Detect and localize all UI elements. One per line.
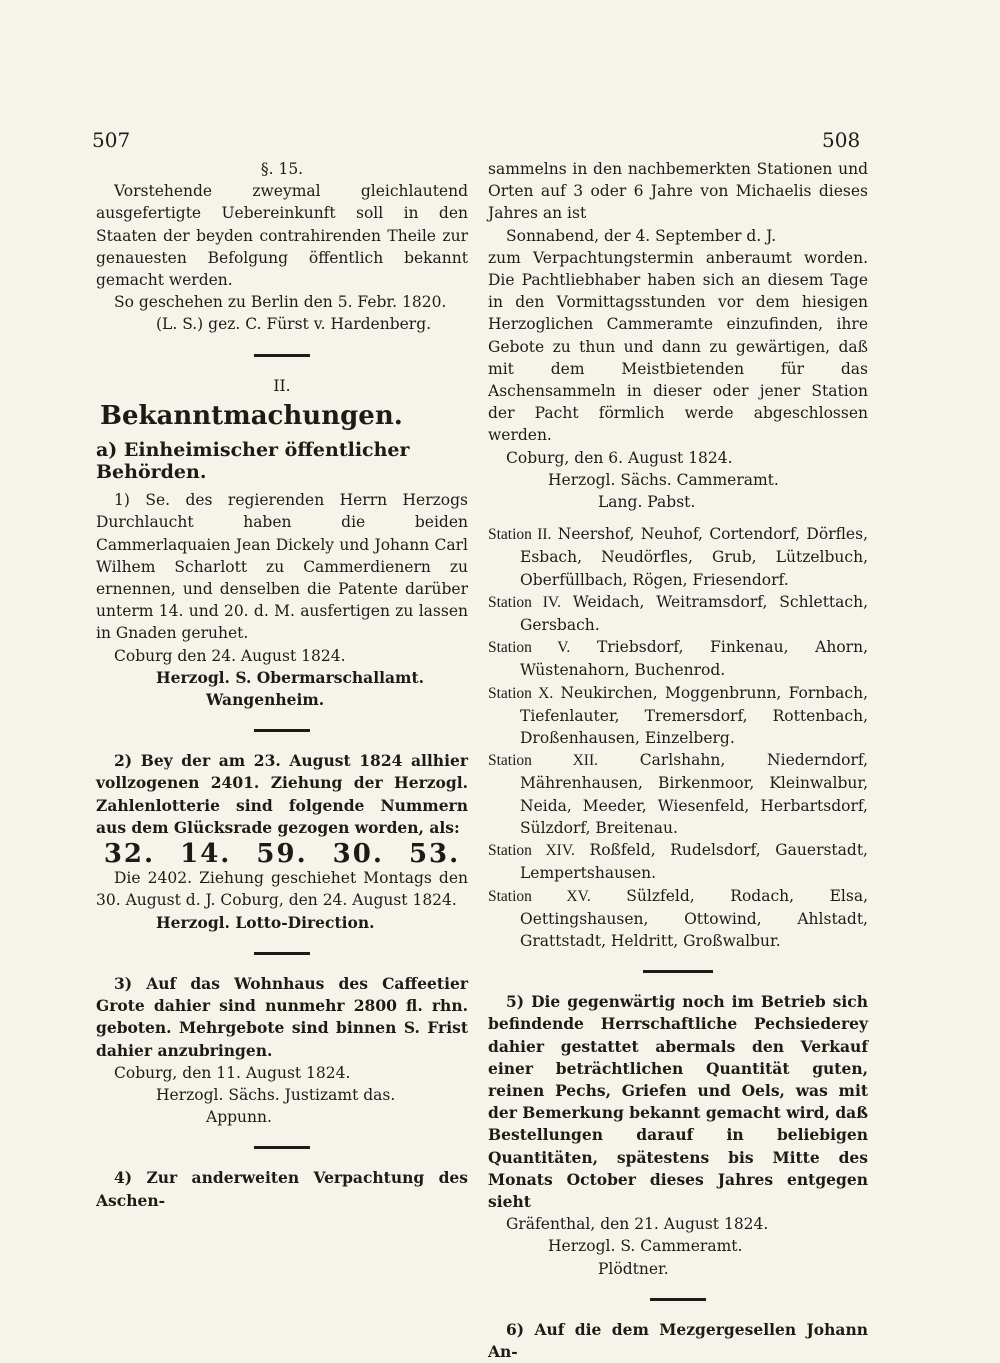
notice-4-signers: Lang. Pabst. xyxy=(598,493,696,512)
station-places: Sülzfeld, Rodach, Elsa, Oettingshausen, Ottowind, Ahlstadt, Grattstadt, Heldritt, Großwalbur. xyxy=(520,886,868,950)
notice-3-body: 3) Auf das Wohnhaus des Caffeetier Grote dahier sind nunmehr 2800 fl. rhn. geboten. Mehrgebote sind binnen S. Frist dahier anzubringen. xyxy=(96,973,468,1060)
notice-4-start: 4) Zur anderweiten Verpachtung des Aschen- xyxy=(96,1168,468,1210)
notice-2-office: Herzogl. Lotto-Direction. xyxy=(156,912,375,932)
station-label: Station XV. xyxy=(488,887,591,905)
right-column xyxy=(488,158,868,1363)
station-item xyxy=(488,636,868,681)
section-15-signature: (L. S.) gez. C. Fürst v. Hardenberg. xyxy=(156,315,432,334)
section-15-title: §. 15. xyxy=(260,160,304,178)
part-title: Bekanntmachungen. xyxy=(100,400,403,431)
notice-4-term-date: Sonnabend, der 4. September d. J. xyxy=(506,226,777,245)
station-places: Carlshahn, Niederndorf, Mährenhausen, Birkenmoor, Kleinwalbur, Neida, Meeder, Wiesenfeld, Herbartsdorf, Sülzdorf, Breitenau. xyxy=(520,751,869,837)
notice-5-body: 5) Die gegenwärtig noch im Betrieb sich befindende Herrschaftliche Pechsiederey dahier gestattet abermals den Verkauf einer beträchtlichen Quantität guten, reinen Pechs, Griefen und Oels, was mit der Bemerkung bekannt gemacht wird, daß Bestellungen darauf in beliebigen Quantitäten, spätestens bis Mitte des Monats October dieses Jahres entgegen sieht xyxy=(488,992,868,1211)
notice-6-start: 6) Auf die dem Mezgergesellen Johann An- xyxy=(488,1319,868,1361)
station-item xyxy=(488,885,868,953)
left-column xyxy=(96,158,468,1212)
notice-4-date: Coburg, den 6. August 1824. xyxy=(506,448,733,467)
section-15-place-date: So geschehen zu Berlin den 5. Febr. 1820. xyxy=(114,293,447,312)
notice-3-date: Coburg, den 11. August 1824. xyxy=(114,1063,351,1082)
notice-2-next-draw: Die 2402. Ziehung geschiehet Montags den 30. August d. J. Coburg, den 24. August 1824. xyxy=(96,869,468,910)
station-places: Weidach, Weitramsdorf, Schlettach, Gersbach. xyxy=(520,592,868,635)
station-label: Station XII. xyxy=(488,752,599,770)
divider xyxy=(254,354,310,357)
part-number: II. xyxy=(273,376,291,395)
notice-2-body: 2) Bey der am 23. August 1824 allhier vollzogenen 2401. Ziehung der Herzogl. Zahlenlotterie sind folgende Nummern aus dem Glücksrade gezogen worden, als: xyxy=(96,751,468,837)
station-item xyxy=(488,682,868,750)
notice-3-signer: Appunn. xyxy=(206,1108,272,1127)
divider xyxy=(643,970,713,973)
notice-1-body: 1) Se. des regierenden Herrn Herzogs Durchlaucht haben die beiden Cammerlaquaien Jean Dickely und Johann Carl Wilhem Scharlott zu Cammerdienern zu ernennen, und denselben die Patente darüber unterm 14. und 20. d. M. ausfertigen zu lassen in Gnaden geruhet. xyxy=(96,491,468,643)
notice-5-signer: Plödtner. xyxy=(598,1259,669,1278)
section-15-body: Vorstehende zweymal gleichlautend ausgefertigte Uebereinkunft soll in den Staaten der beyden contrahirenden Theile zur genauesten Befolgung öffentlich bekannt gemacht werden. xyxy=(96,182,468,290)
station-places: Roßfeld, Rudelsdorf, Gauerstadt, Lempertshausen. xyxy=(520,841,868,883)
divider xyxy=(254,952,310,955)
station-label: Station II. xyxy=(488,526,552,544)
notice-1-signer: Wangenheim. xyxy=(206,690,325,710)
divider xyxy=(254,1146,310,1149)
notice-4-continued: sammelns in den nachbemerkten Stationen und Orten auf 3 oder 6 Jahre von Michaelis dieses Jahres an ist xyxy=(488,160,868,223)
station-label: Station XIV. xyxy=(488,842,575,860)
station-places: Triebsdorf, Finkenau, Ahorn, Wüstenahorn, Buchenrod. xyxy=(520,638,869,680)
station-list xyxy=(488,523,868,952)
station-item xyxy=(488,749,868,839)
station-item xyxy=(488,591,868,636)
station-item xyxy=(488,839,868,884)
page-number-left: 507 xyxy=(92,128,131,152)
notice-5-office: Herzogl. S. Cammeramt. xyxy=(548,1237,743,1256)
page-number-right: 508 xyxy=(822,128,861,152)
notice-4-office: Herzogl. Sächs. Cammeramt. xyxy=(548,470,779,489)
divider xyxy=(254,729,310,732)
notice-3-office: Herzogl. Sächs. Justizamt das. xyxy=(156,1085,396,1104)
notice-4-continued-2: zum Verpachtungstermin anberaumt worden. Die Pachtliebhaber haben sich an diesem Tage in den Vormittagsstunden vor dem hiesigen Herzoglichen Cammeramte einzufinden, ihre Gebote zu thun und dann zu gewärtigen, daß mit dem Meistbietenden für das Aschensammeln in dieser oder jener Station der Pacht förmlich werde abgeschlossen werden. xyxy=(488,248,868,445)
station-label: Station X. xyxy=(488,684,554,702)
divider xyxy=(650,1298,706,1301)
station-places: Neukirchen, Moggenbrunn, Fornbach, Tiefenlauter, Tremersdorf, Rottenbach, Droßenhausen, Einzelberg. xyxy=(520,683,868,748)
notice-1-office: Herzogl. S. Obermarschallamt. xyxy=(156,667,424,687)
station-label: Station V. xyxy=(488,639,571,657)
notice-1-date: Coburg den 24. August 1824. xyxy=(114,646,346,665)
station-item xyxy=(488,523,868,591)
station-label: Station IV. xyxy=(488,593,561,611)
lottery-numbers: 32. 14. 59. 30. 53. xyxy=(103,839,461,870)
subsection-title: a) Einheimischer öffentlicher Behörden. xyxy=(96,438,410,484)
station-places: Neershof, Neuhof, Cortendorf, Dörfles, Esbach, Neudörfles, Grub, Lützelbuch, Oberfüllbach, Rögen, Friesendorf. xyxy=(520,525,868,589)
notice-5-date: Gräfenthal, den 21. August 1824. xyxy=(506,1215,769,1234)
